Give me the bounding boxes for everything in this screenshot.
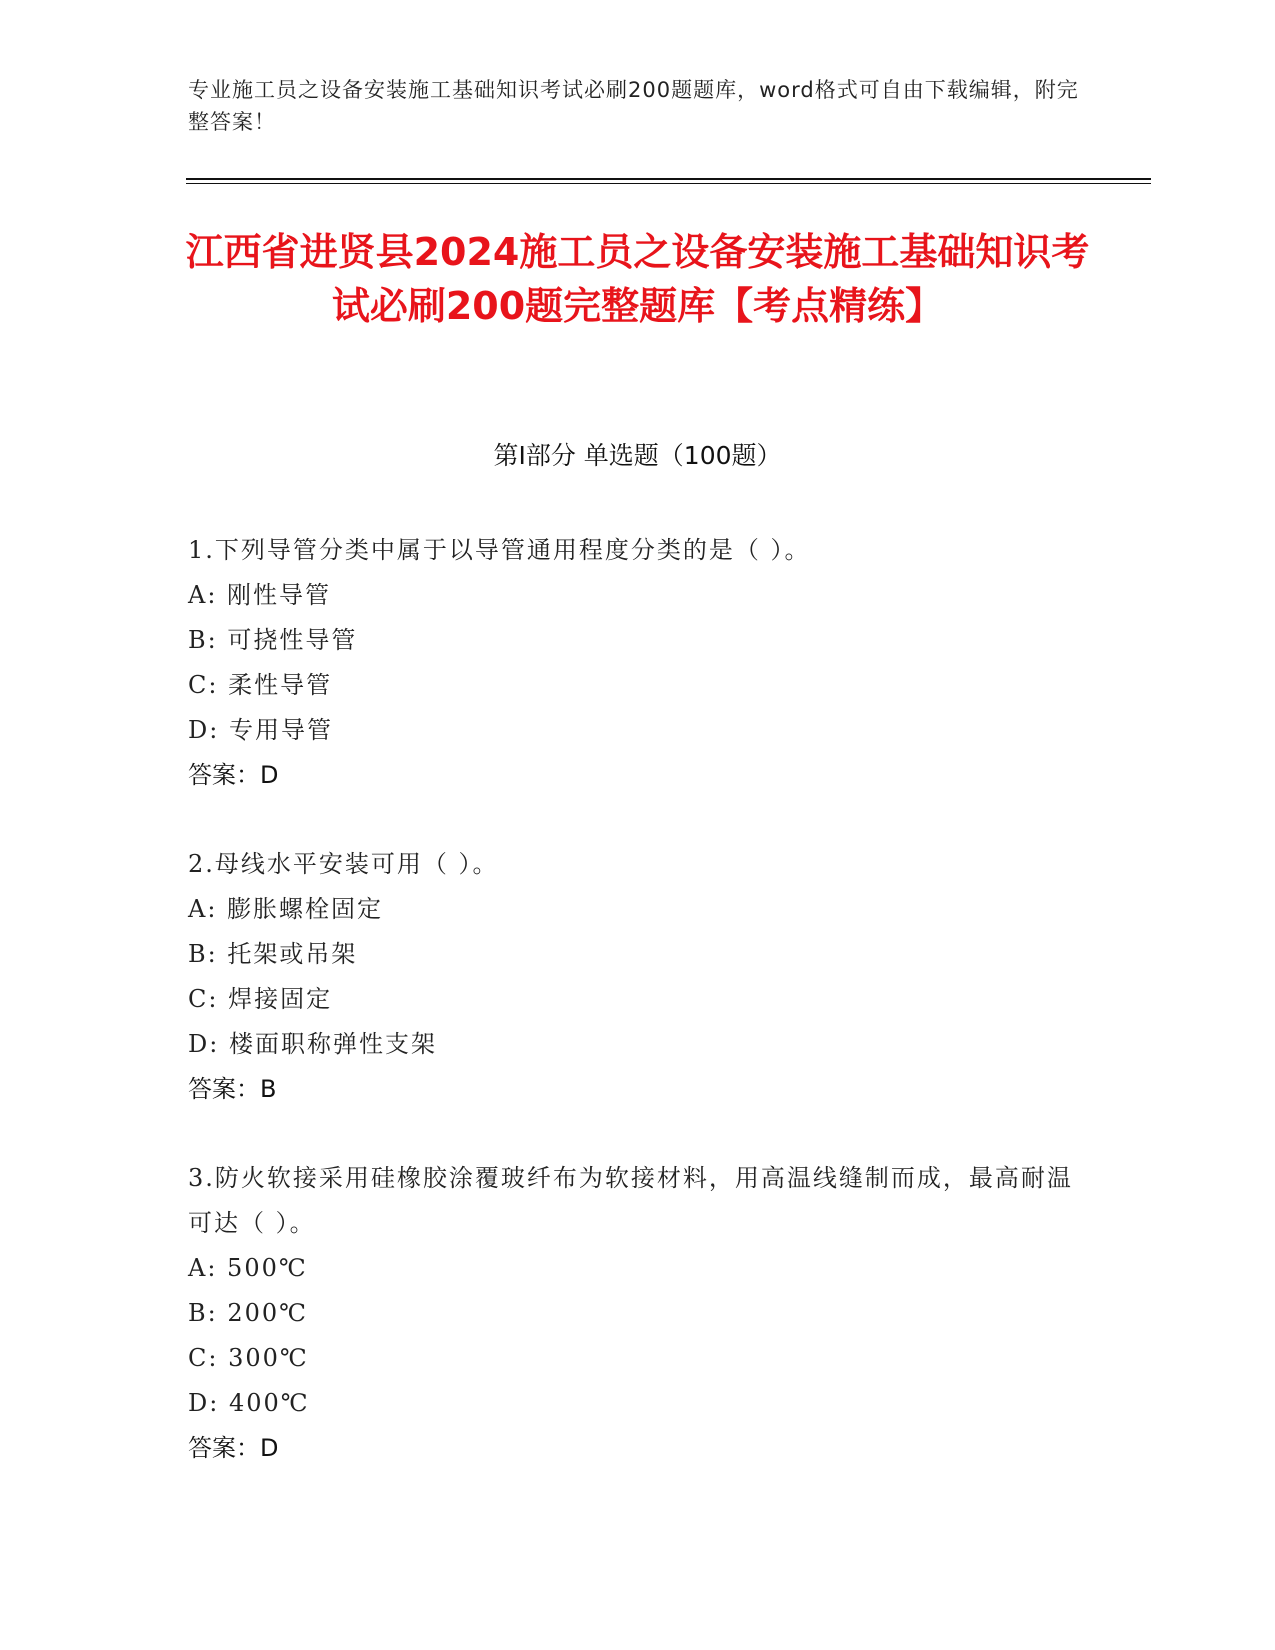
header-note: 专业施工员之设备安装施工基础知识考试必刷200题题库，word格式可自由下载编辑，附完整答案！ (188, 78, 1079, 134)
question-1 (188, 528, 1088, 798)
question-option-a: A: 500℃ (188, 1254, 308, 1282)
header-divider-thick (186, 178, 1151, 180)
question-2 (188, 842, 1088, 1112)
question-option-c: C: 柔性导管 (188, 671, 333, 699)
question-option-d: D: 楼面职称弹性支架 (188, 1030, 437, 1058)
question-option-b: B: 托架或吊架 (188, 940, 358, 968)
question-3 (188, 1156, 1088, 1471)
question-spacer (188, 798, 1088, 842)
question-option-c: C: 焊接固定 (188, 985, 333, 1013)
question-option-b: B: 200℃ (188, 1299, 309, 1327)
question-option-a: A: 刚性导管 (188, 581, 332, 609)
question-answer: 答案：D (188, 761, 279, 789)
question-stem: 2.母线水平安装可用（ ）。 (188, 850, 499, 878)
question-option-a: A: 膨胀螺栓固定 (188, 895, 384, 923)
question-stem: 3.防火软接采用硅橡胶涂覆玻纤布为软接材料，用高温线缝制而成，最高耐温可达（ ）。 (188, 1164, 1073, 1237)
question-stem: 1.下列导管分类中属于以导管通用程度分类的是（ ）。 (188, 536, 811, 564)
header-divider-thin (186, 183, 1151, 184)
question-option-d: D: 专用导管 (188, 716, 333, 744)
question-answer: 答案：B (188, 1075, 277, 1103)
question-option-c: C: 300℃ (188, 1344, 309, 1372)
question-answer: 答案：D (188, 1434, 279, 1462)
document-title: 江西省进贤县2024施工员之设备安装施工基础知识考试必刷200题完整题库【考点精练】 (185, 230, 1090, 328)
question-option-b: B: 可挠性导管 (188, 626, 358, 654)
question-list (188, 528, 1088, 1471)
question-option-d: D: 400℃ (188, 1389, 310, 1417)
question-spacer (188, 1112, 1088, 1156)
section-title: 第I部分 单选题（100题） (493, 441, 782, 470)
header-divider (186, 178, 1151, 184)
